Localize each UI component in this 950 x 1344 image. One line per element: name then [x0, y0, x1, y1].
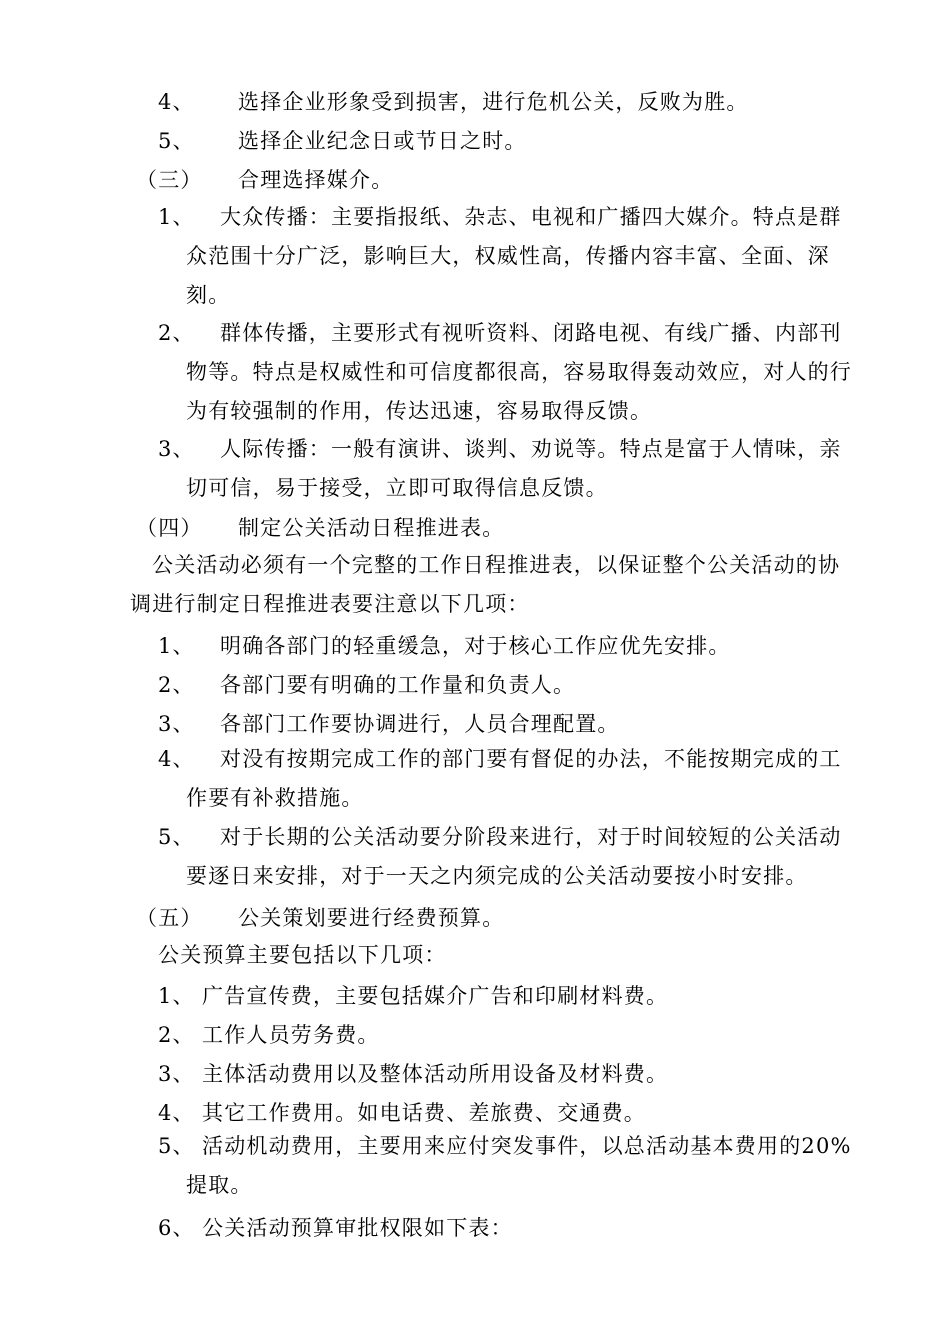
list-item	[158, 1097, 858, 1127]
list-item	[158, 1058, 858, 1088]
list-number: 1、	[158, 205, 195, 229]
list-text: 公关活动预算审批权限如下表：	[202, 1216, 513, 1240]
list-text: 选择企业纪念日或节日之时。	[238, 129, 527, 153]
section-title: 制定公关活动日程推进表。	[238, 516, 505, 540]
list-item	[158, 818, 858, 896]
list-item	[158, 125, 858, 155]
list-item	[158, 980, 858, 1010]
list-number: 5、	[158, 825, 195, 849]
list-number: 6、	[158, 1216, 195, 1240]
list-text: 主体活动费用以及整体活动所用设备及材料费。	[202, 1062, 669, 1086]
section-number: （四）	[136, 516, 203, 540]
section-title: 合理选择媒介。	[238, 168, 394, 192]
section-heading	[136, 902, 836, 932]
list-number: 2、	[158, 321, 195, 345]
list-number: 3、	[158, 437, 195, 461]
list-text: 其它工作费用。如电话费、差旅费、交通费。	[202, 1101, 646, 1125]
list-text: 工作人员劳务费。	[202, 1023, 380, 1047]
list-number: 2、	[158, 673, 195, 697]
list-item	[158, 314, 858, 431]
list-text: 对没有按期完成工作的部门要有督促的办法，不能按期完成的工作要有补救措施。	[186, 747, 842, 810]
list-number: 2、	[158, 1023, 195, 1047]
list-item	[158, 86, 858, 116]
list-item	[158, 198, 858, 315]
list-number: 4、	[158, 90, 195, 114]
list-item	[158, 740, 858, 818]
section-title: 公关策划要进行经费预算。	[238, 906, 505, 930]
section-intro: 公关活动必须有一个完整的工作日程推进表，以保证整个公关活动的协调进行制定日程推进表要注意以下几项：	[130, 553, 841, 616]
list-item	[158, 1212, 858, 1242]
list-number: 3、	[158, 1062, 195, 1086]
list-text: 广告宣传费，主要包括媒介广告和印刷材料费。	[202, 984, 669, 1008]
list-number: 5、	[158, 1134, 195, 1158]
list-item	[158, 430, 858, 508]
list-item	[158, 1127, 858, 1205]
list-text: 群体传播，主要形式有视听资料、闭路电视、有线广播、内部刊物等。特点是权威性和可信度都很高，容易取得轰动效应，对人的行为有较强制的作用，传达迅速，容易取得反馈。	[186, 321, 852, 423]
section-number: （三）	[136, 168, 203, 192]
section-heading	[136, 164, 836, 194]
list-text: 各部门要有明确的工作量和负责人。	[220, 673, 576, 697]
list-text: 大众传播：主要指报纸、杂志、电视和广播四大媒介。特点是群众范围十分广泛，影响巨大，权威性高，传播内容丰富、全面、深刻。	[186, 205, 842, 307]
list-item	[158, 708, 858, 738]
section-number: （五）	[136, 906, 203, 930]
list-text: 选择企业形象受到损害，进行危机公关，反败为胜。	[238, 90, 749, 114]
list-item	[158, 669, 858, 699]
list-text: 各部门工作要协调进行，人员合理配置。	[220, 712, 620, 736]
list-number: 5、	[158, 129, 195, 153]
section-heading	[136, 512, 836, 542]
list-text: 明确各部门的轻重缓急，对于核心工作应优先安排。	[220, 634, 731, 658]
list-text: 活动机动费用，主要用来应付突发事件，以总活动基本费用的20%提取。	[186, 1134, 852, 1197]
list-number: 4、	[158, 747, 195, 771]
list-number: 3、	[158, 712, 195, 736]
list-item	[158, 630, 858, 660]
list-text: 对于长期的公关活动要分阶段来进行，对于时间较短的公关活动要逐日来安排，对于一天之内须完成的公关活动要按小时安排。	[186, 825, 842, 888]
section-intro: 公关预算主要包括以下几项：	[158, 943, 447, 967]
list-number: 1、	[158, 634, 195, 658]
list-number: 1、	[158, 984, 195, 1008]
list-number: 4、	[158, 1101, 195, 1125]
list-item	[158, 1019, 858, 1049]
list-text: 人际传播：一般有演讲、谈判、劝说等。特点是富于人情味，亲切可信，易于接受，立即可取得信息反馈。	[186, 437, 842, 500]
